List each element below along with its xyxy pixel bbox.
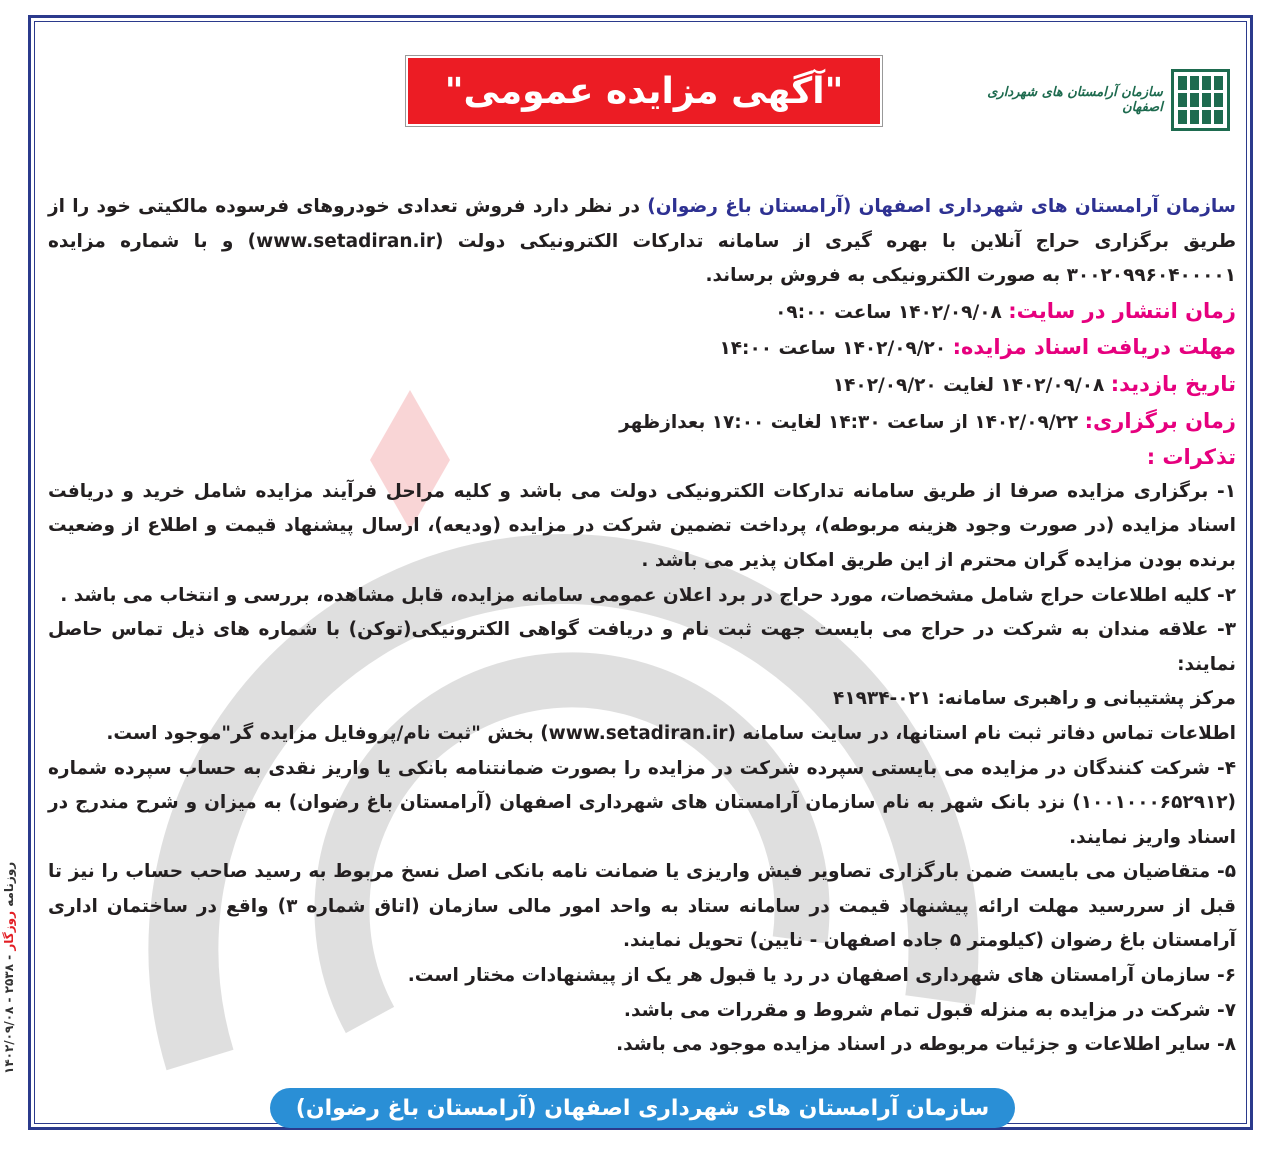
schedule-label: زمان انتشار در سایت: bbox=[1008, 298, 1236, 323]
intro-paragraph bbox=[48, 190, 1236, 294]
schedule-held bbox=[48, 404, 1236, 441]
logo-text: سازمان آرامستان های شهرداری اصفهان bbox=[987, 85, 1163, 115]
schedule-label: مهلت دریافت اسناد مزایده: bbox=[952, 335, 1236, 360]
schedule-value: ۱۴۰۲/۰۹/۰۸ ساعت ۰۹:۰۰ bbox=[775, 301, 1009, 323]
page-title: "آگهی مزایده عمومی" bbox=[408, 58, 880, 124]
note-item: ۱- برگزاری مزایده صرفا از طریق سامانه تدارکات الکترونیکی دولت می باشد و کلیه مراحل فرآیند مزایده شامل خرید و دریافت اسناد مزایده (در صورت وجود هزینه مربوطه)، پرداخت تضمین شرکت در مزایده (ودیعه)، ارسال پیشنهاد قیمت و اطلاع از وضعیت برنده بودن مزایده گران محترم از این طریق امکان پذیر می باشد . bbox=[48, 480, 1236, 571]
schedule-value: ۱۴۰۲/۰۹/۲۰ ساعت ۱۴:۰۰ bbox=[719, 338, 953, 360]
newspaper-name: روزگار bbox=[2, 910, 16, 951]
schedule-value: ۱۴۰۲/۰۹/۲۲ از ساعت ۱۴:۳۰ لغایت ۱۷:۰۰ بعدازظهر bbox=[619, 411, 1085, 433]
footer-org-banner: سازمان آرامستان های شهرداری اصفهان (آرامستان باغ رضوان) bbox=[270, 1088, 1015, 1128]
issue-info: - ۲۵۳۸ - ۱۴۰۲/۰۹/۰۸ bbox=[2, 950, 16, 1074]
schedule-label: تاریخ بازدید: bbox=[1110, 371, 1236, 396]
note-item: ۴- شرکت کنندگان در مزایده می بایستی سپرده شرکت در مزایده را بصورت ضمانتنامه بانکی یا واریز نقدی به حساب سپرده شماره (۱۰۰۱۰۰۰۶۵۲۹۱۲) نزد بانک شهر به نام سازمان آرامستان های شهرداری اصفهان (آرامستان باغ رضوان) به میزان و شرح مندرج در اسناد واریز نمایند. bbox=[48, 757, 1236, 848]
note-item: اطلاعات تماس دفاتر ثبت نام استانها، در سایت سامانه (www.setadiran.ir) بخش "ثبت نام/پروفایل مزایده گر"موجود است. bbox=[106, 722, 1236, 744]
organization-logo bbox=[955, 68, 1230, 132]
logo-mark-icon bbox=[1171, 69, 1230, 131]
org-name: سازمان آرامستان های شهرداری اصفهان (آرامستان باغ رضوان) bbox=[647, 196, 1236, 217]
intro-text: در نظر دارد فروش تعدادی خودروهای فرسوده مالکیتی خود را از طریق برگزاری حراج آنلاین با بهره گیری از سامانه تدارکات الکترونیکی دولت (www.setadiran.ir) و با شماره مزایده ۳۰۰۲۰۹۹۶۰۴۰۰۰۰۱ به صورت الکترونیکی به فروش برساند. bbox=[48, 196, 1236, 287]
schedule-value: ۱۴۰۲/۰۹/۰۸ لغایت ۱۴۰۲/۰۹/۲۰ bbox=[832, 374, 1111, 396]
schedule-publish bbox=[48, 294, 1236, 331]
note-item: ۸- سایر اطلاعات و جزئیات مربوطه در اسناد مزایده موجود می باشد. bbox=[616, 1034, 1236, 1056]
schedule-visit bbox=[48, 367, 1236, 404]
note-item: مرکز پشتیبانی و راهبری سامانه: ۰۲۱-۴۱۹۳۴ bbox=[833, 688, 1236, 710]
schedule-label: زمان برگزاری: bbox=[1084, 408, 1236, 433]
notice-body bbox=[48, 190, 1236, 1063]
note-item: ۲- کلیه اطلاعات حراج شامل مشخصات، مورد حراج در برد اعلان عمومی سامانه مزایده، قابل مشاهده، بررسی و انتخاب می باشد . bbox=[60, 584, 1236, 606]
note-item: ۳- علاقه مندان به شرکت در حراج می بایست جهت ثبت نام و دریافت گواهی الکترونیکی(توکن) با شماره های ذیل تماس حاصل نمایند: bbox=[48, 619, 1236, 675]
schedule-documents-deadline bbox=[48, 330, 1236, 367]
note-item: ۶- سازمان آرامستان های شهرداری اصفهان در رد یا قبول هر یک از پیشنهادات مختار است. bbox=[407, 965, 1236, 987]
notes-title: تذکرات : bbox=[1146, 445, 1236, 470]
note-item: ۷- شرکت در مزایده به منزله قبول تمام شروط و مقررات می باشد. bbox=[623, 999, 1236, 1021]
note-item: ۵- متقاضیان می بایست ضمن بارگزاری تصاویر فیش واریزی یا ضمانت نامه بانکی اصل نسخ مربوط به رسید صاحب حساب را نیز تا قبل از سررسید مهلت ارائه پیشنهاد قیمت در سامانه ستاد به واحد امور مالی سازمان (اتاق شماره ۳) واقع در ساختمان اداری آرامستان باغ رضوان (کیلومتر ۵ جاده اصفهان - نایین) تحویل نمایند. bbox=[48, 861, 1236, 952]
newspaper-credit bbox=[2, 860, 26, 1075]
credit-prefix: روزنامه bbox=[2, 861, 16, 911]
